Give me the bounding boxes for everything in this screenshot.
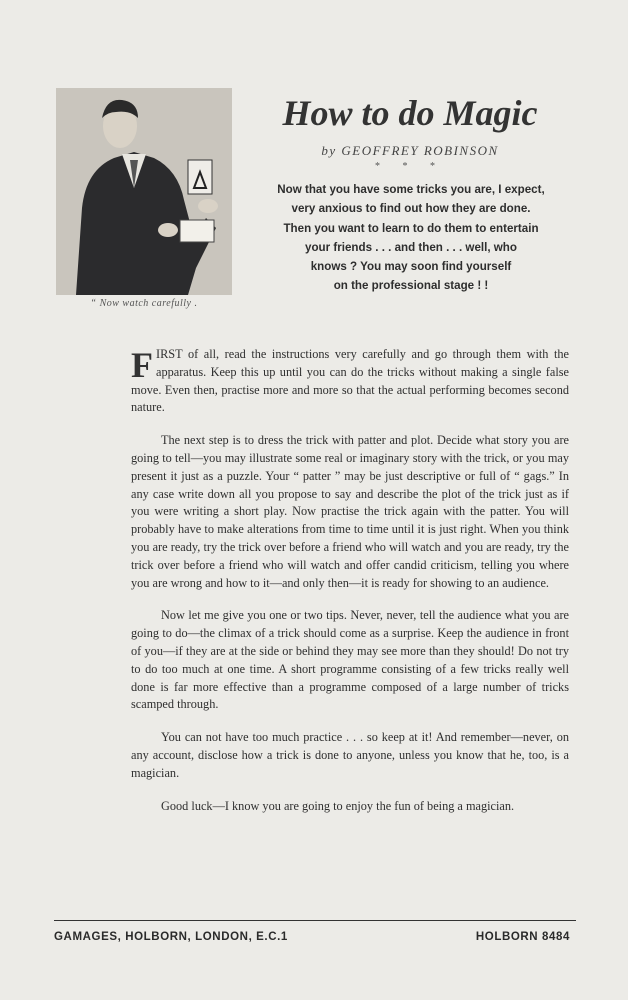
footer-address: GAMAGES, HOLBORN, LONDON, E.C.1 — [54, 931, 288, 943]
intro-line: on the professional stage ! ! — [333, 279, 489, 293]
paragraph: Good luck—I know you are going to enjoy the fun of being a magician. — [161, 798, 515, 813]
star-divider: * * * — [375, 161, 445, 172]
photo-caption: “ Now watch carefully . — [90, 298, 198, 309]
paragraph — [131, 346, 569, 417]
paragraph: The next step is to dress the trick with patter and plot. Decide what story you are going to tell—you may illustrate some real or imaginary story with the trick, or you may present it just as a puzzle. Your “ patter ” may be just descriptive or full of “ gags.” In any case write down all you propose to say and describe the plot of the trick just as if you were writing a short play. Now practise the trick again with the patter. You will probably have to make alterations from time to time until it is just right. When you think you are ready, try the trick over before a friend who will watch and you are ready, try the trick over before a friend who will watch and offer candid criticism, telling you where you are wrong and how to it—and only then—it is ready for showing to an audience. — [131, 433, 569, 590]
magician-figure — [56, 88, 232, 295]
intro-line: Now that you have some tricks you are, I expect, — [277, 183, 545, 196]
intro-line: Then you want to learn to do them to entertain — [283, 221, 539, 235]
intro-line: your friends . . . and then . . . well, who — [305, 240, 517, 254]
article-body — [131, 346, 569, 830]
page-title: How to do Magic — [282, 93, 538, 133]
drop-cap: F — [131, 345, 153, 385]
footer-phone: HOLBORN 8484 — [475, 931, 570, 943]
paragraph-text: IRST of all, read the instructions very carefully and go through them with the apparatus. Keep this up until you can do the tricks without making a single false move. Even then, practise more and more so that the actual performing becomes second nature. — [131, 347, 569, 415]
magician-photo — [56, 88, 232, 295]
intro-line: knows ? You may soon find yourself — [310, 260, 512, 274]
footer-rule — [54, 920, 576, 921]
paragraph: You can not have too much practice . . . so keep at it! And remember—never, on any account, disclose how a trick is done to anyone, unless you know that he, too, is a magician. — [131, 730, 569, 780]
intro-text — [242, 180, 580, 296]
byline: by GEOFFREY ROBINSON — [321, 143, 499, 158]
intro-line: very anxious to find out how they are done. — [291, 202, 531, 216]
paragraph: Now let me give you one or two tips. Never, never, tell the audience what you are going to do—the climax of a trick should come as a surprise. Keep the audience in front of you—if they are at the side or behind they may see more than they should! Do not try to do too much at one time. A short programme consisting of a few tricks really well done is far more effective than a programme composed of a large number of tricks scamped through. — [131, 608, 569, 712]
footer — [54, 931, 570, 943]
